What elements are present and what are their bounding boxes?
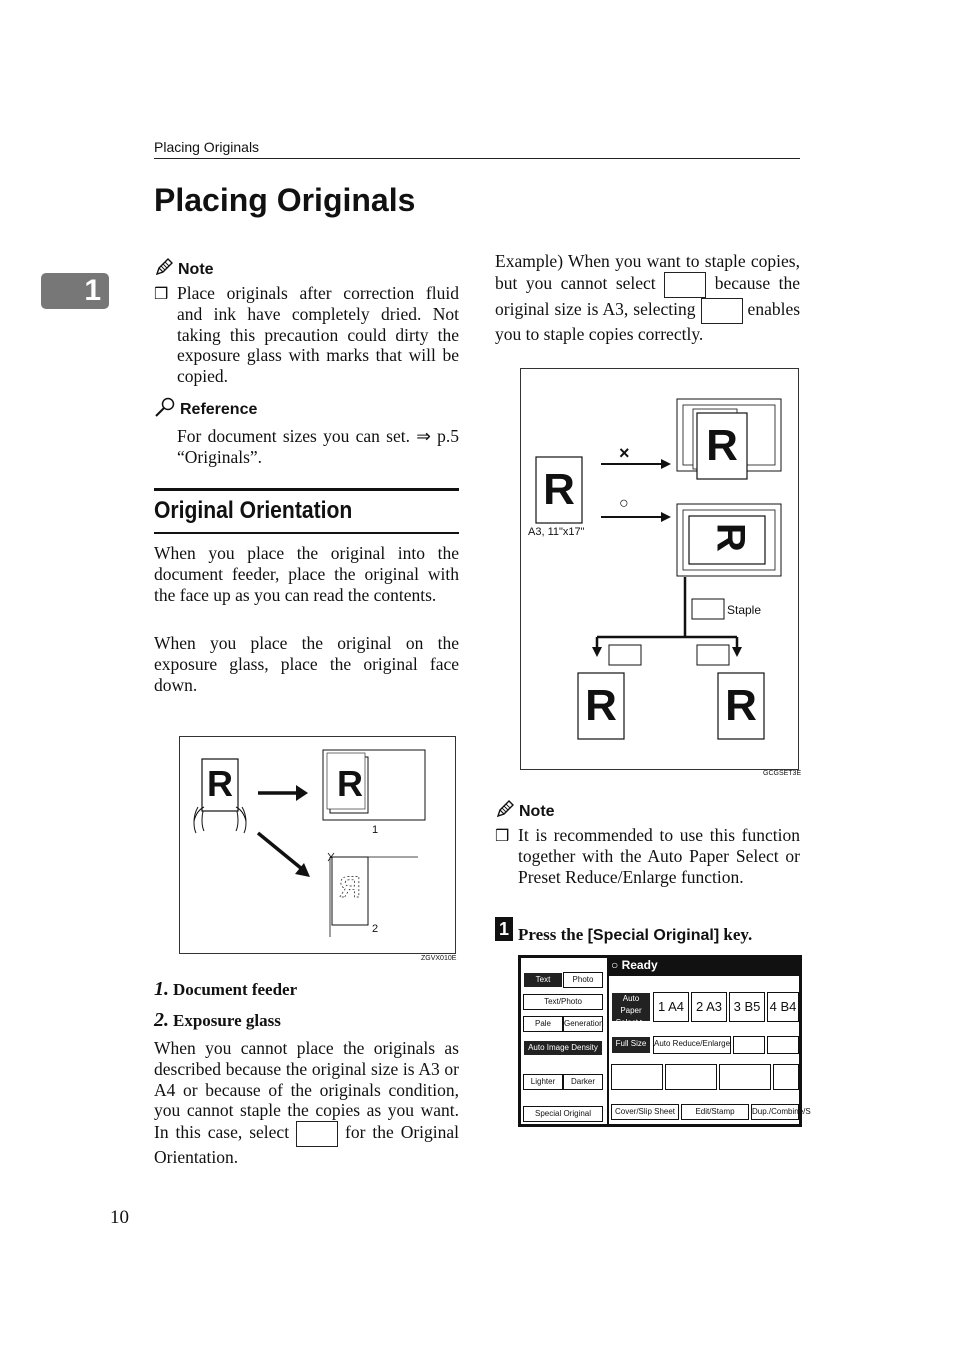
tray-number: 2 (695, 999, 704, 1014)
list-number: 1. (154, 978, 169, 1000)
note-heading-label: Note (178, 261, 214, 278)
figure2-cross: × (619, 443, 630, 463)
reference-heading-label: Reference (180, 401, 258, 418)
tray-size: A4 (668, 999, 685, 1014)
figure2-letter-rotated: R (708, 523, 753, 552)
section-title: Original Orientation (154, 497, 353, 524)
auto-reduce-enlarge-button[interactable]: Auto Reduce/Enlarge (653, 1036, 731, 1054)
cover-slip-sheet-button[interactable]: Cover/Slip Sheet (611, 1104, 679, 1120)
auto-paper-select-button[interactable]: Auto Paper Select ▶ (611, 992, 651, 1022)
tray-size: B4 (780, 999, 797, 1014)
svg-text:R: R (339, 871, 361, 904)
tray-3-button[interactable] (729, 992, 765, 1022)
figure-orientation (179, 736, 456, 954)
figure-label-2: 2 (372, 923, 379, 935)
note2-text: It is recommended to use this function together with the Auto Paper Select or Preset Reduce/Enlarge function. (518, 825, 800, 887)
header-rule (154, 158, 800, 159)
generation-button[interactable]: Generation (563, 1016, 603, 1032)
status-text: ○ Ready (611, 958, 658, 972)
step-number: 1 (495, 917, 513, 941)
edit-stamp-button[interactable]: Edit/Stamp (681, 1104, 749, 1120)
text-mode-button[interactable]: Text (523, 972, 563, 988)
full-size-button[interactable]: Full Size (611, 1036, 651, 1054)
step-text-after: key. (719, 925, 753, 944)
more-mode-button[interactable] (773, 1064, 799, 1090)
reference-text: For document sizes you can set. ⇒ p.5 “Originals”. (177, 426, 459, 467)
panel-main (609, 976, 811, 1124)
note-heading (154, 257, 214, 279)
tray-number: 1 (657, 999, 666, 1014)
reference-heading (154, 397, 257, 419)
figure-staple (520, 368, 799, 770)
figure-label-1: 1 (372, 824, 379, 836)
chapter-tab-number: 1 (84, 274, 101, 307)
figure-code: ZGVX010E (421, 955, 457, 962)
auto-image-density-button[interactable]: Auto Image Density (523, 1040, 603, 1056)
para3-text-b: for the Original Orientation. (154, 1122, 460, 1168)
preset-ratio-button[interactable] (767, 1036, 799, 1054)
list-text: Exposure glass (173, 1011, 281, 1030)
figure2-size-label: A3, 11"x17" (528, 526, 585, 538)
step-text-before: Press the (518, 925, 588, 944)
running-header: Placing Originals (154, 139, 260, 155)
figure2-letter-left: R (585, 681, 617, 730)
tray-number: 3 (733, 999, 741, 1014)
figure2-letter-source: R (543, 465, 575, 514)
para3-text-a: When you cannot place the originals as described because the original size is A3 or A4 or because of the originals condition, you cannot staple the copies as you want. In this case, select (154, 1038, 459, 1143)
note-text: Place originals after correction fluid and ink have completely dried. Not taking this precaution could dirty the exposure glass with marks that will be copied. (177, 283, 459, 387)
panel-left (521, 958, 607, 1124)
tray-2-button[interactable] (691, 992, 727, 1022)
step-key: [Special Original] (587, 927, 720, 944)
photo-mode-button[interactable]: Photo (563, 972, 603, 988)
example-part-2: because the original size is A3 (495, 272, 801, 319)
darker-button[interactable]: Darker (563, 1074, 603, 1090)
combine-mode-button[interactable] (719, 1064, 771, 1090)
lighter-button[interactable]: Lighter (523, 1074, 563, 1090)
note2-bullet: ❒ (495, 828, 510, 845)
example-part-4: enables you to staple copies correctly. (495, 298, 801, 344)
pencil-icon (495, 799, 515, 819)
duplex-mode-button[interactable] (665, 1064, 717, 1090)
preset-ratio-button[interactable] (733, 1036, 765, 1054)
section-para-2: When you place the original on the exposure glass, place the original face down. (154, 633, 459, 695)
figure-letter-feeder: R (337, 763, 363, 804)
figure-letter-hand: R (207, 763, 233, 804)
page-number: 10 (110, 1207, 129, 1228)
list-text: Document feeder (173, 980, 298, 999)
section-rule-bottom (154, 532, 459, 534)
step-text (518, 925, 752, 945)
figure2-staple-label: Staple (727, 603, 762, 617)
example-part-3: , selecting (623, 298, 696, 319)
figure2-code: GCGSET3E (763, 770, 802, 777)
tray-size: A3 (706, 999, 723, 1014)
section-para-3 (154, 1038, 459, 1168)
duplex-mode-button[interactable] (611, 1064, 663, 1090)
dup-combine-button[interactable]: Dup./Combine/S (751, 1104, 799, 1120)
chapter-tab (41, 273, 109, 309)
note2-heading-label: Note (519, 803, 555, 820)
control-panel (518, 955, 811, 1127)
list-number: 2. (154, 1009, 169, 1031)
section-para-1: When you place the original into the document feeder, place the original with the face up as you can read the contents. (154, 543, 459, 605)
status-label: Ready (621, 958, 658, 972)
orientation-icon (296, 1121, 338, 1147)
tray-1-button[interactable] (653, 992, 689, 1022)
special-original-button[interactable]: Special Original (523, 1106, 603, 1122)
note-bullet: ❒ (154, 286, 169, 303)
orientation-icon-rotated (701, 298, 743, 324)
tray-4-button[interactable] (767, 992, 799, 1022)
figure2-circle: ○ (619, 495, 629, 512)
pencil-icon (154, 257, 174, 277)
figure2-letter-right: R (725, 681, 757, 730)
figure2-letter-top: R (706, 421, 738, 470)
note2-heading (495, 799, 555, 821)
magnifier-icon (154, 397, 176, 417)
tray-size: B5 (744, 999, 761, 1014)
example-text (495, 251, 800, 345)
list-item (154, 1009, 281, 1032)
section-rule-top (154, 488, 459, 491)
pale-button[interactable]: Pale (523, 1016, 563, 1032)
page-title: Placing Originals (154, 182, 416, 218)
list-item (154, 978, 297, 1001)
orientation-icon-normal (664, 272, 706, 298)
tray-number: 4 (769, 999, 777, 1014)
text-photo-button[interactable]: Text/Photo (523, 994, 603, 1010)
example-part-1: Example) When you want to staple copies, but you cannot select (495, 251, 800, 293)
